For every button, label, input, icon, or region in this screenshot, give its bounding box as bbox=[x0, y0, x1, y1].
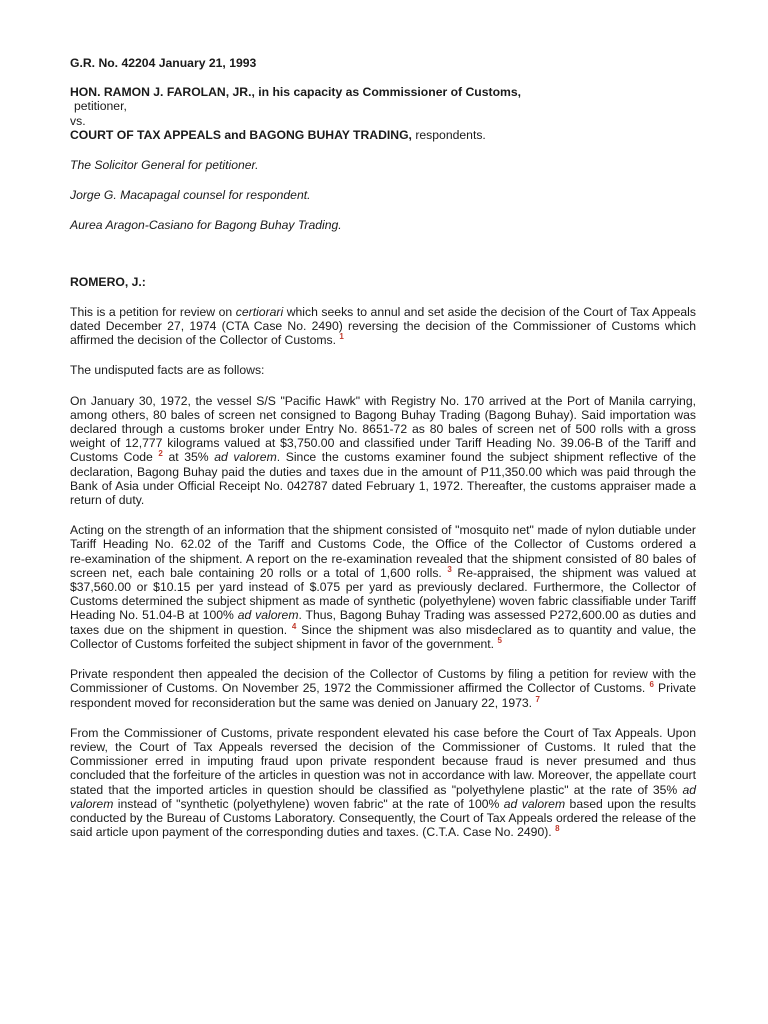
footnote-link-4[interactable]: 4 bbox=[291, 621, 297, 631]
footnote-link-7[interactable]: 7 bbox=[535, 694, 540, 704]
ponente: ROMERO, J.: bbox=[70, 274, 146, 289]
respondent-line bbox=[70, 128, 696, 142]
respondent-label: respondents. bbox=[415, 127, 486, 142]
counsel-list bbox=[70, 158, 696, 233]
text-fragment: . Since the customs examiner found the subject shipment reflective of the declaration, Bagong Buhay paid the duties and taxes due in the amount of P11,350.00 which was paid through the Bank of Asia under Official Receipt No. 042787 dated February 1, 1972. Thereafter, the customs appraiser made a return of duty. bbox=[70, 450, 696, 508]
text-fragment: Since the shipment was also misdeclared as to quantity and value, the Collector of Customs forfeited the subject shipment in favor of the government. bbox=[70, 622, 696, 651]
text-fragment: . Thus, Bagong Buhay Trading was assessed P272,600.00 as duties and taxes due on the shipment in question. bbox=[70, 608, 696, 637]
footnote-link-1[interactable]: 1 bbox=[339, 332, 344, 342]
text-fragment: Private respondent moved for reconsideration but the same was denied on January 22, 1973. bbox=[70, 681, 696, 710]
footnote-link-3[interactable]: 3 bbox=[447, 564, 452, 574]
italic-fragment: ad valorem bbox=[214, 450, 277, 465]
text-fragment: at 35% bbox=[162, 450, 215, 465]
counsel-item: Jorge G. Macapagal counsel for respondent. bbox=[70, 188, 311, 203]
petitioner-label: petitioner, bbox=[74, 99, 127, 114]
text-fragment: This is a petition for review on bbox=[70, 304, 236, 319]
italic-fragment: certiorari bbox=[235, 304, 284, 319]
footnote-link-6[interactable]: 6 bbox=[649, 680, 654, 690]
paragraph-4-body bbox=[70, 552, 696, 651]
versus-label: vs. bbox=[70, 113, 86, 128]
italic-fragment: ad valorem bbox=[503, 796, 566, 811]
paragraph-4 bbox=[70, 523, 696, 651]
text-fragment: instead of "synthetic (polyethylene) woven fabric" at the rate of 100% bbox=[113, 796, 504, 811]
paragraph-6 bbox=[70, 726, 696, 840]
respondent-name: COURT OF TAX APPEALS and BAGONG BUHAY TRADING, bbox=[70, 127, 412, 142]
counsel-item: The Solicitor General for petitioner. bbox=[70, 158, 259, 173]
petitioner-name: HON. RAMON J. FAROLAN, JR., in his capacity as Commissioner of Customs, bbox=[70, 85, 522, 100]
text-fragment: Re-appraised, the shipment was valued at $37,560.00 or $10.15 per yard instead of $.075 per yard as previously declared. Furthermore, the Collector of Customs determined the subject shipment as made of synthetic (polyethylene) woven fabric classifiable under Tariff Heading No. 51.04-B at 100% bbox=[70, 565, 696, 623]
text-fragment: On January 30, 1972, the vessel S/S "Pacific Hawk" with Registry No. 170 arrived at the Port of Manila carrying, among others, 80 bales of screen net consigned to Bagong Buhay Trading (Bagong Buhay). Said importation was declared through a customs broker under Entry No. 8651-72 as 80 bales of screen net of 500 rolls with a gross weight of 12,777 kilograms valued at $3,750.00 and classified under Tariff Heading No. 39.06-B of the Tariff and Customs Code bbox=[70, 393, 696, 465]
text-fragment: based upon the results conducted by the Bureau of Customs Laboratory. Consequently, the Court of Tax Appeals ordered the release of the said article upon payment of the corresponding duties and taxes. (C.T.A. Case No. 2490). bbox=[70, 796, 697, 840]
paragraph-1 bbox=[70, 305, 696, 348]
text-fragment: From the Commissioner of Customs, private respondent elevated his case before the Court of Tax Appeals. Upon review, the Court of Tax Appeals reversed the decision of the Commissioner of Customs. It ruled that the Commissioner erred in imputing fraud upon private respondent because fraud is never presumed and thus concluded that the forfeiture of the articles in question was not in accordance with law. Moreover, the appellate court stated that the imported articles in question should be classified as "polyethylene plastic" at the rate of 35% bbox=[70, 725, 696, 797]
paragraph-2: The undisputed facts are as follows: bbox=[70, 363, 265, 378]
case-title: G.R. No. 42204 January 21, 1993 bbox=[70, 56, 257, 70]
footnote-link-2[interactable]: 2 bbox=[158, 449, 163, 459]
footnote-link-8[interactable]: 8 bbox=[555, 824, 560, 834]
text-fragment: which seeks to annul and set aside the decision of the Court of Tax Appeals dated December 27, 1974 (CTA Case No. 2490) reversing the decision of the Commissioner of Customs which affirmed the decision of the Collector of Customs. bbox=[70, 304, 696, 348]
paragraph-3 bbox=[70, 394, 696, 508]
text-fragment: Private respondent then appealed the decision of the Collector of Customs by filing a petition for review with the Commissioner of Customs. On November 25, 1972 the Commissioner affirmed the Collector of Customs. bbox=[70, 667, 696, 696]
italic-fragment: ad valorem bbox=[70, 782, 696, 811]
paragraph-5 bbox=[70, 667, 696, 710]
counsel-item: Aurea Aragon-Casiano for Bagong Buhay Trading. bbox=[70, 218, 342, 233]
document-body bbox=[70, 56, 696, 839]
footnote-link-5[interactable]: 5 bbox=[497, 635, 502, 645]
italic-fragment: ad valorem bbox=[237, 608, 299, 623]
text-fragment: re-examination of the shipment. A report on the re-examination revealed that the shipment consisted of 80 bales of screen net, each bale containing 20 rolls or a total of 1,600 rolls. bbox=[70, 551, 696, 580]
case-parties bbox=[70, 85, 696, 142]
paragraph-4-first-line: Acting on the strength of an information that the shipment consisted of "mosquito net" made of nylon dutiable under Tariff Heading No. 62.02 of the Tariff and Customs Code, the Office of the Collector of Customs ordered a bbox=[70, 523, 696, 552]
